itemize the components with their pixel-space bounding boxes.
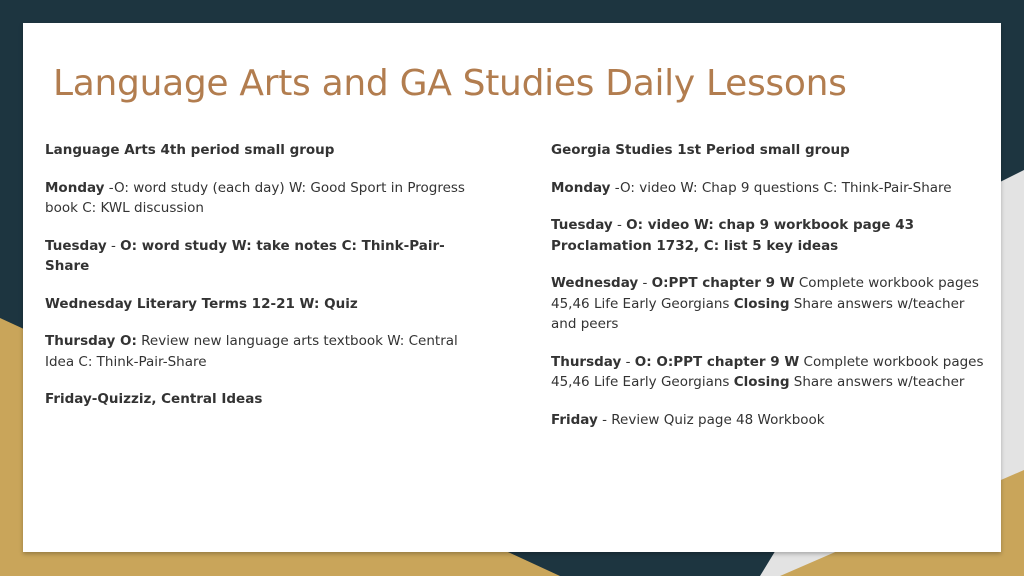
gs-wednesday: Wednesday - O:PPT chapter 9 W Complete workbook pages 45,46 Life Early Georgians Closing Share answers w/teacher and peers — [551, 275, 979, 332]
gs-monday: Monday -O: video W: Chap 9 questions C: Think-Pair-Share — [551, 179, 952, 196]
la-friday: Friday-Quizziz, Central Ideas — [45, 391, 263, 407]
la-monday: Monday -O: word study (each day) W: Good Sport in Progress book C: KWL discussion — [45, 179, 465, 216]
slide-card — [23, 23, 1001, 552]
la-thursday: Thursday O: Review new language arts textbook W: Central Idea C: Think-Pair-Share — [45, 333, 458, 370]
georgia-studies-heading: Georgia Studies 1st Period small group — [551, 142, 850, 158]
la-wednesday: Wednesday Literary Terms 12-21 W: Quiz — [45, 295, 358, 312]
language-arts-heading: Language Arts 4th period small group — [45, 142, 335, 158]
gs-tuesday: Tuesday - O: video W: chap 9 workbook page 43 Proclamation 1732, C: list 5 key ideas — [551, 217, 915, 254]
la-tuesday: Tuesday - O: word study W: take notes C: Think-Pair-Share — [45, 237, 445, 274]
georgia-studies-column — [551, 140, 991, 447]
language-arts-column — [45, 140, 485, 427]
gs-thursday: Thursday - O: O:PPT chapter 9 W Complete workbook pages 45,46 Life Early Georgians Closing Share answers w/teacher — [551, 353, 984, 390]
slide-title: Language Arts and GA Studies Daily Lessons — [53, 63, 847, 104]
gs-friday: Friday - Review Quiz page 48 Workbook — [551, 411, 825, 428]
